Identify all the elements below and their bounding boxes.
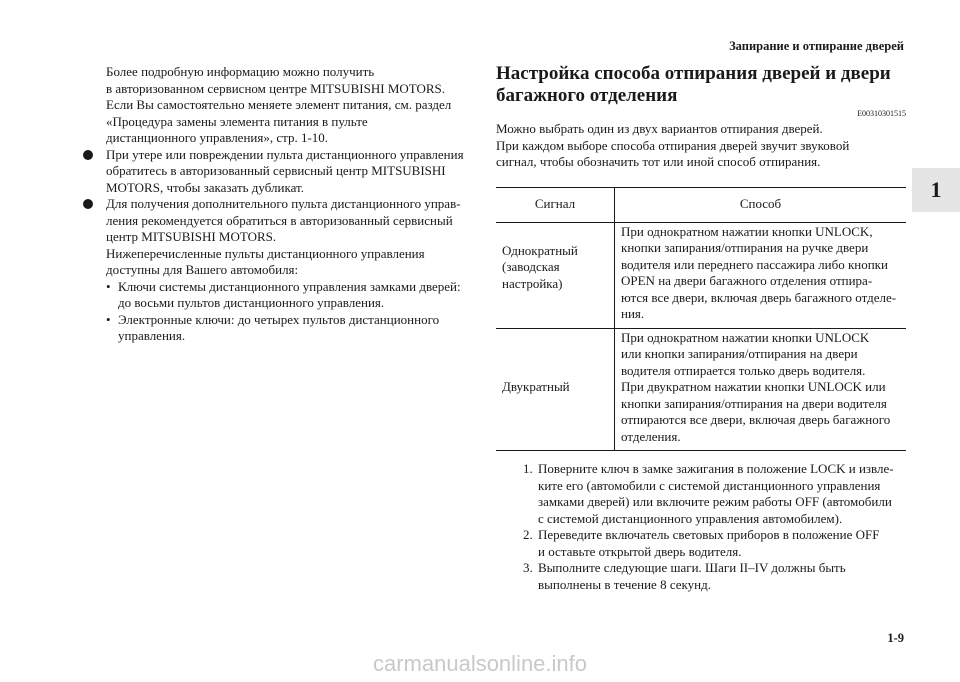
bullet-item-lost-remote [75, 147, 480, 197]
sub-bullet-marker: • [106, 278, 111, 294]
list-item [496, 461, 906, 527]
text-line: При каждом выборе способа отпирания дверей звучит звуковой [496, 137, 850, 153]
text-line: При двукратном нажатии кнопки UNLOCK или [621, 379, 886, 394]
signal-cell [496, 222, 615, 328]
text-line: замками дверей) или включите режим работы OFF (автомобили [538, 494, 892, 509]
text-line: Однократный [502, 242, 578, 258]
heading-line: багажного отделения [496, 85, 678, 106]
signal-cell [496, 328, 615, 451]
text-line: Электронные ключи: до четырех пультов дистанционного [118, 311, 440, 327]
text-line: Переведите включатель световых приборов в положение OFF [538, 527, 880, 542]
text-line: и оставьте открытой дверь водителя. [538, 543, 742, 559]
steps-list [496, 461, 906, 593]
text-line: управления. [118, 328, 186, 343]
table-header-row [496, 187, 906, 222]
text-line: до восьми пультов дистанционного управления. [118, 295, 385, 310]
text-line: Если Вы самостоятельно меняете элемент питания, см. раздел [106, 97, 452, 112]
sub-bullet-keyless-keys [75, 279, 480, 312]
unlock-mode-table [496, 187, 906, 452]
section-code: E00310301515 [857, 109, 906, 118]
chapter-tab: 1 [912, 168, 960, 212]
running-header: Запирание и отпирание дверей [729, 39, 904, 53]
step-number: 1. [523, 461, 533, 476]
continuation-paragraph [75, 64, 480, 147]
method-cell [615, 328, 907, 451]
text-line: При утере или повреждении пульта дистанционного управления [106, 146, 464, 162]
text-line: «Процедура замены элемента питания в пульте [106, 113, 368, 129]
bullet-item-additional-remote [75, 196, 480, 279]
text-line: отделения. [621, 428, 681, 444]
text-line: Двукратный [502, 379, 570, 394]
sub-bullet-electronic-keys [75, 312, 480, 345]
text-line: Более подробную информацию можно получить [106, 64, 375, 79]
column-header-method: Способ [615, 187, 907, 222]
bullet-dot-icon [83, 199, 93, 209]
text-line: водителя отпирается только дверь водителя. [621, 362, 866, 378]
bullet-dot-icon [83, 150, 93, 160]
text-line: кнопки запирания/отпирания на ручке двери [621, 240, 869, 255]
text-line: MOTORS, чтобы заказать дубликат. [106, 179, 304, 195]
table-row [496, 328, 906, 451]
text-line: с системой дистанционного управления автомобилем). [538, 510, 843, 526]
column-header-signal: Сигнал [496, 187, 615, 222]
text-line: настройка) [502, 275, 563, 291]
text-line: Можно выбрать один из двух вариантов отпирания дверей. [496, 121, 823, 136]
text-line: сигнал, чтобы обозначить тот или иной способ отпирания. [496, 154, 821, 169]
text-line: Нижеперечисленные пульты дистанционного управления [106, 245, 425, 261]
text-line: водителя или переднего пассажира либо кнопки [621, 256, 888, 272]
text-line: Поверните ключ в замке зажигания в положение LOCK и извле- [538, 461, 894, 476]
text-line: дистанционного управления», стр. 1-10. [106, 130, 329, 145]
method-cell [615, 222, 907, 328]
text-line: центр MITSUBISHI MOTORS. [106, 229, 277, 244]
text-line: отпираются все двери, включая дверь багажного [621, 412, 891, 427]
watermark: carmanualsonline.info [372, 651, 588, 676]
text-line: ния. [621, 306, 645, 321]
step-number: 3. [523, 560, 533, 575]
intro-paragraph [496, 121, 906, 171]
text-line: ления рекомендуется обратиться в авторизованный сервисный [106, 212, 453, 228]
text-line: ките его (автомобили с системой дистанционного управления [538, 477, 881, 493]
text-line: обратитесь в авторизованный сервисный центр MITSUBISHI [106, 163, 446, 178]
step-number: 2. [523, 527, 533, 542]
text-line: доступны для Вашего автомобиля: [106, 262, 299, 277]
text-line: или кнопки запирания/отпирания на двери [621, 346, 858, 361]
text-line: Ключи системы дистанционного управления замками дверей: [118, 278, 461, 294]
text-line: (заводская [502, 259, 560, 274]
page-number: 1-9 [887, 631, 904, 645]
table-row [496, 222, 906, 328]
text-line: При однократном нажатии кнопки UNLOCK [621, 329, 870, 345]
text-line: в авторизованном сервисном центре MITSUBISHI MOTORS. [106, 80, 446, 96]
list-item [496, 560, 906, 593]
text-line: При однократном нажатии кнопки UNLOCK, [621, 223, 873, 239]
text-line: Выполните следующие шаги. Шаги II–IV должны быть [538, 560, 846, 575]
heading-line: Настройка способа отпирания дверей и двери [496, 63, 891, 84]
text-line: ются все двери, включая дверь багажного отделе- [621, 289, 897, 305]
left-column [75, 64, 480, 345]
text-line: кнопки запирания/отпирания на двери водителя [621, 395, 887, 411]
section-heading [496, 63, 906, 107]
text-line: Для получения дополнительного пульта дистанционного управ- [106, 196, 461, 211]
text-line: выполнены в течение 8 секунд. [538, 576, 711, 592]
list-item [496, 527, 906, 560]
right-column [496, 63, 906, 593]
sub-bullet-marker: • [106, 311, 111, 327]
text-line: OPEN на двери багажного отделения отпира- [621, 273, 873, 288]
